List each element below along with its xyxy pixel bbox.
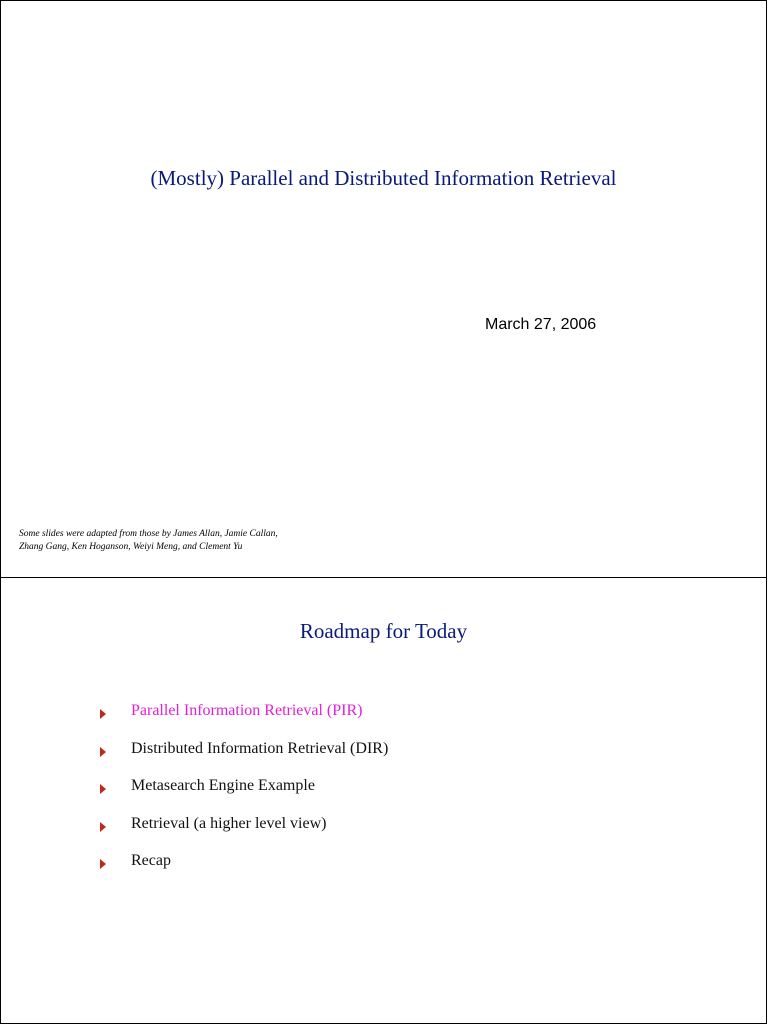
roadmap-slide xyxy=(0,577,767,1024)
list-item xyxy=(97,739,389,778)
credits-line: Zhang Gang, Ken Hoganson, Weiyi Meng, and Clement Yu xyxy=(19,542,243,552)
bullet-text: Metasearch Engine Example xyxy=(131,777,315,794)
slide-date: March 27, 2006 xyxy=(485,316,597,333)
bullet-text: Parallel Information Retrieval (PIR) xyxy=(131,702,363,719)
bullet-text: Retrieval (a higher level view) xyxy=(131,814,327,832)
triangle-bullet-icon xyxy=(100,859,106,869)
slide-title: (Mostly) Parallel and Distributed Information Retrieval xyxy=(150,166,617,190)
slide-title: Roadmap for Today xyxy=(299,619,468,643)
triangle-bullet-icon xyxy=(100,747,106,757)
list-item xyxy=(97,777,315,815)
triangle-bullet-icon xyxy=(100,822,106,832)
slide-credits xyxy=(19,528,278,554)
list-item xyxy=(97,852,171,890)
list-item xyxy=(97,702,363,740)
triangle-bullet-icon xyxy=(100,784,106,794)
bullet-text: Distributed Information Retrieval (DIR) xyxy=(131,739,389,757)
bullet-list xyxy=(97,702,389,890)
list-item xyxy=(97,814,327,853)
credits-line: Some slides were adapted from those by James Allan, Jamie Callan, xyxy=(19,529,278,539)
triangle-bullet-icon xyxy=(100,709,106,719)
bullet-text: Recap xyxy=(131,852,171,869)
